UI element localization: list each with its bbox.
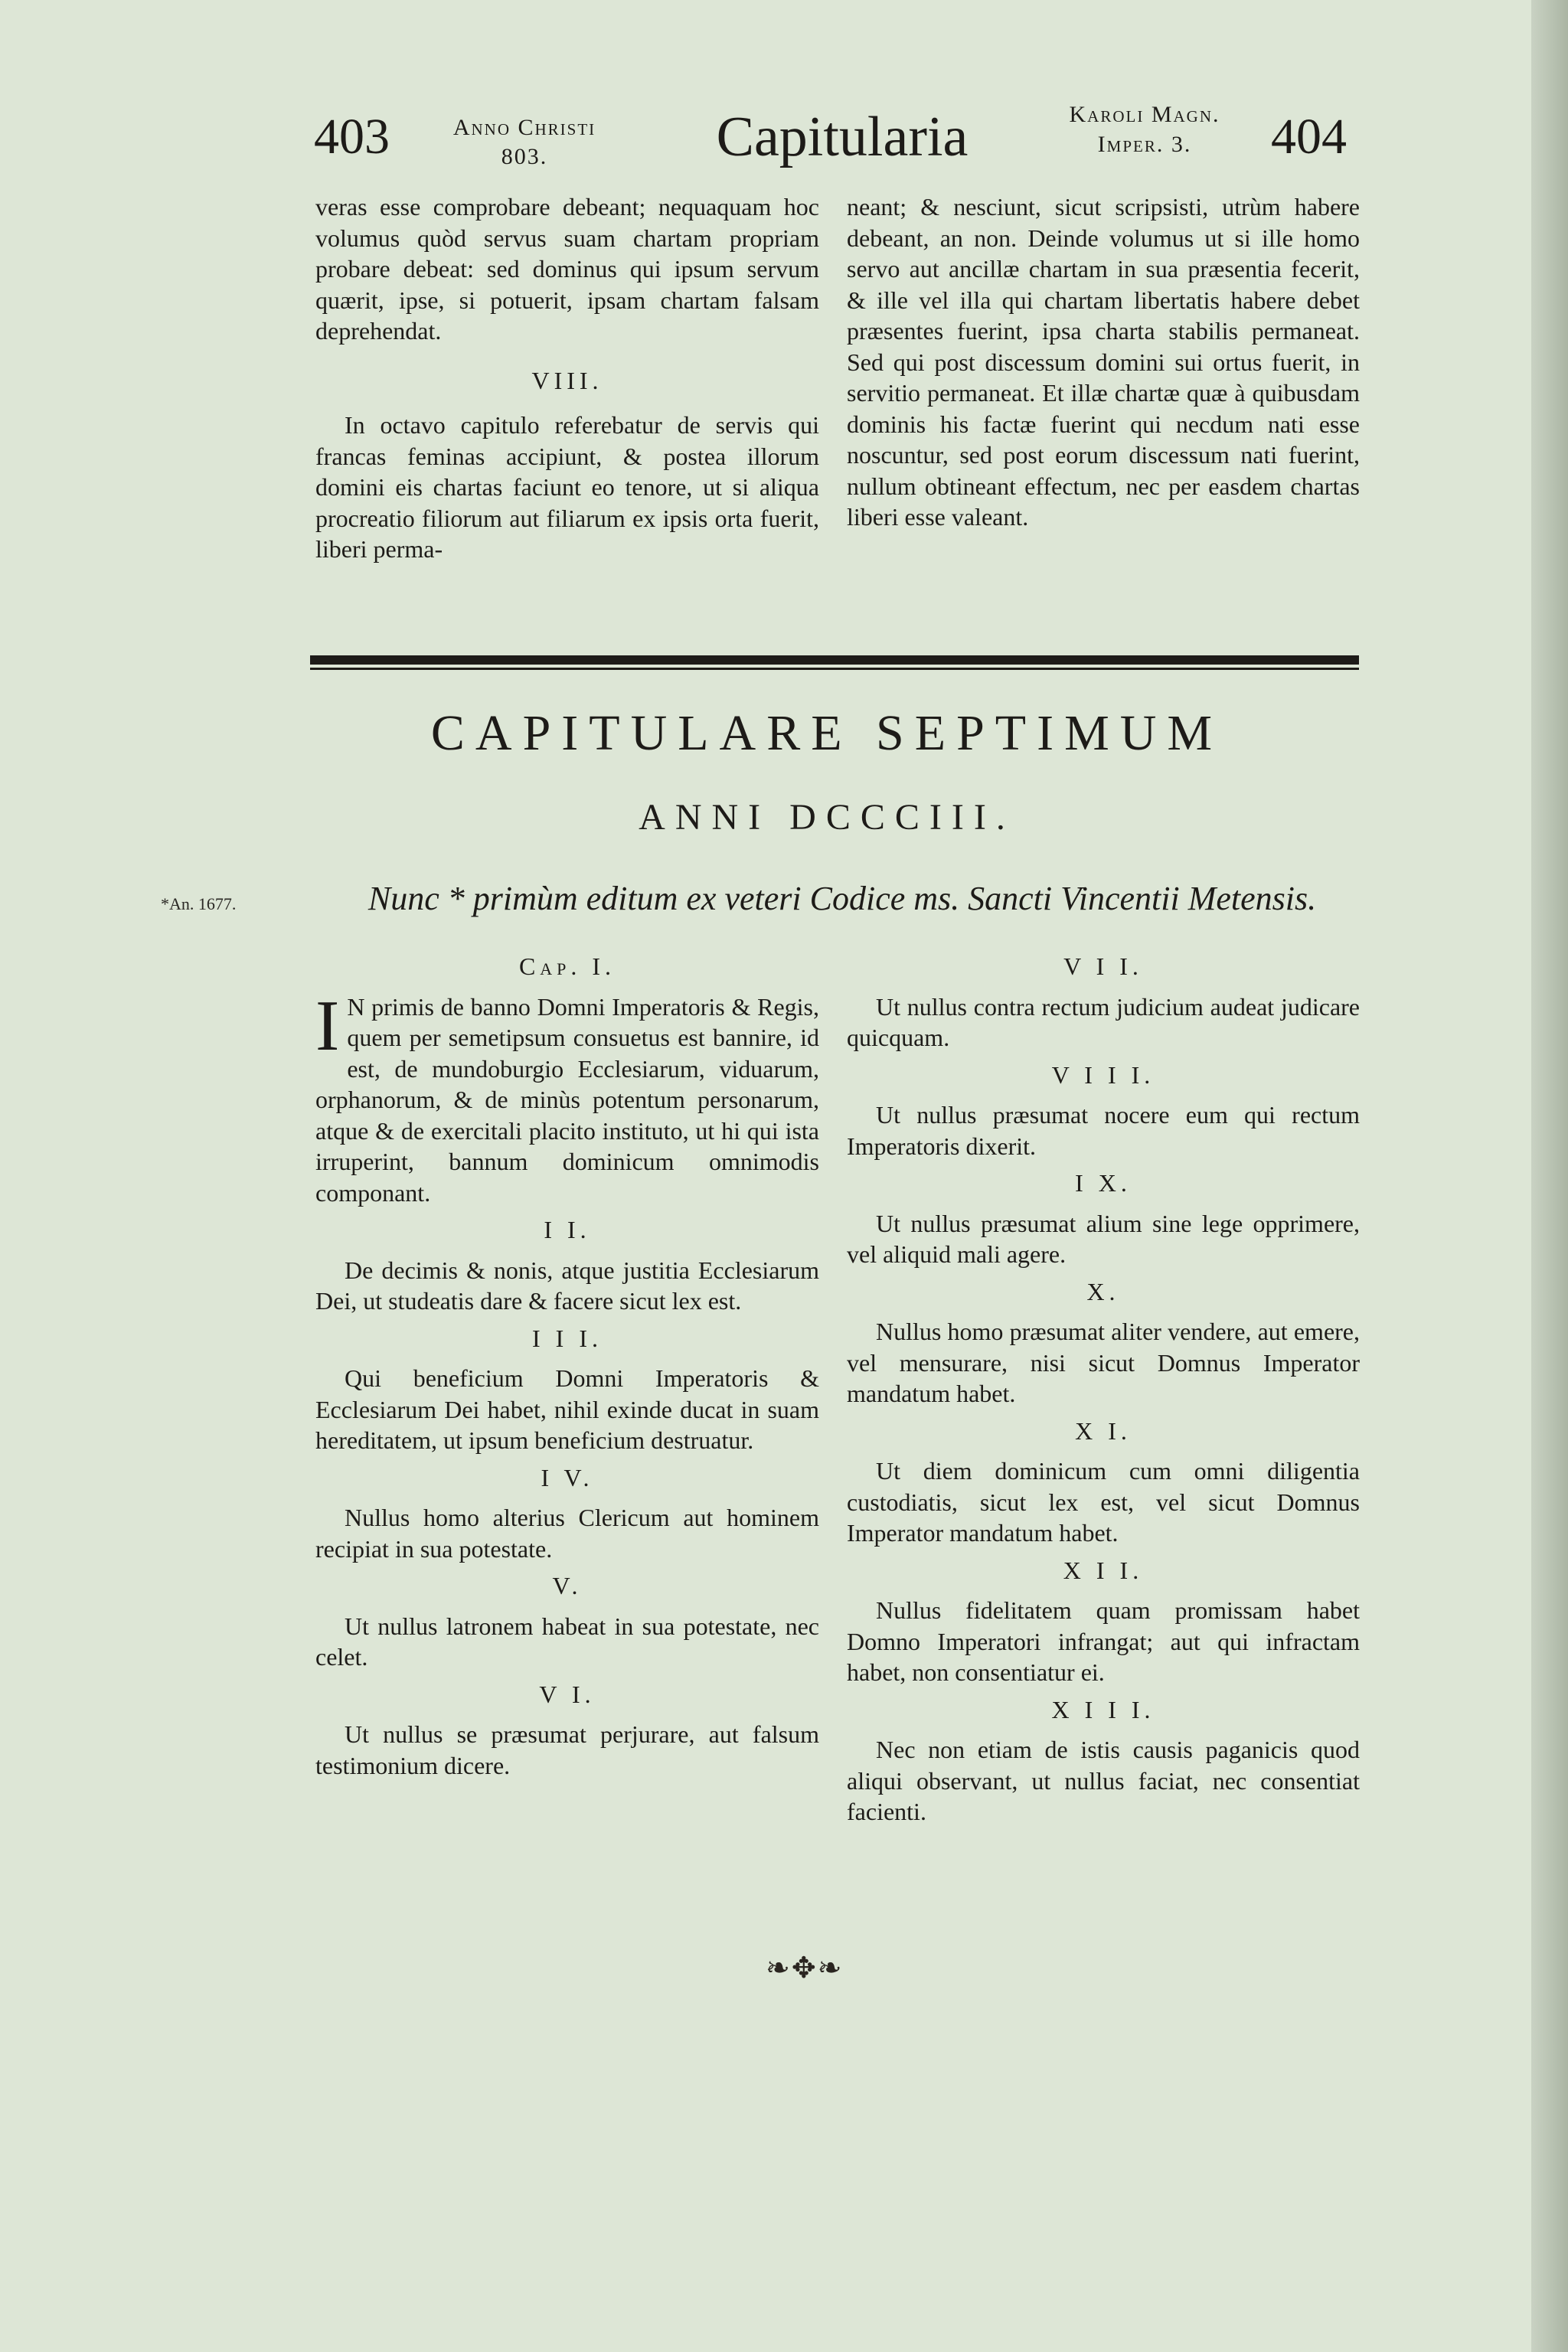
running-head-right [1034, 100, 1256, 159]
top-right-column [847, 191, 1360, 533]
chapter-text: Ut nullus contra rectum judicium audeat judicare quicquam. [847, 992, 1360, 1051]
top-left-paragraph-1: veras esse comprobare debeant; nequaquam hoc volumus quòd servus suam chartam propriam probare debeat: sed dominus qui ipsum servum quærit, ipse, si potuerit, ipsam chartam falsam deprehendat. [315, 193, 819, 345]
running-head-left-line2: 803. [501, 143, 548, 169]
chapter-heading: V I I I. [1051, 1060, 1155, 1089]
margin-note: *An. 1677. [161, 894, 237, 913]
top-left-paragraph-2: In octavo capitulo referebatur de servis qui francas feminas accipiunt, & postea illorum domini eis chartas faciunt eo tenore, ut si aliqua procreatio filiorum aut filiarum ex ipsis orta fuerit, liberi perma- [315, 411, 819, 563]
chapter-heading: I I. [544, 1216, 591, 1243]
facing-page-edge [1531, 0, 1568, 2352]
page-number-right: 404 [1271, 109, 1347, 165]
chapter-text: Nullus homo alterius Clericum aut hominem recipiat in sua potestate. [315, 1504, 819, 1563]
chapter-heading: V. [552, 1572, 583, 1599]
left-chapter-column [315, 951, 819, 1787]
chapter-block [847, 1168, 1360, 1270]
chapter-heading: I I I. [532, 1324, 603, 1352]
page-number-left: 403 [314, 109, 390, 165]
edition-note: Nunc * primùm editum ex veteri Codice ms. Sancti Vincentii Metensis. [368, 880, 1317, 917]
chapter-text: De decimis & nonis, atque justitia Ecclesiarum Dei, ut studeatis dare & facere sicut lex est. [315, 1256, 819, 1315]
running-head-right-line2: Imper. 3. [1097, 132, 1192, 157]
chapter-text: N primis de banno Domni Imperatoris & Regis, quem per semetipsum consuetus est bannire, id est, de mundoburgio Ecclesiarum, viduarum, orphanorum, & de minùs potentum personarum, atque & de exercitali placito instituto, ut hi qui ista irruperint, bannum dominicum omnimodis componant. [315, 992, 819, 1207]
chapter-block [315, 1570, 819, 1673]
chapter-text: Ut diem dominicum cum omni diligentia custodiatis, sicut lex est, vel sicut Domnus Imperator mandatum habet. [847, 1457, 1360, 1547]
top-right-paragraph: neant; & nesciunt, sicut scripsisti, utrùm habere debeant, an non. Deinde volumus ut si ille homo servo aut ancillæ chartam in sua præsentia fecerit, & ille vel illa qui chartam libertatis habere debet præsentes fuerint, ipsa charta stabilis permaneat. Sed qui post discessum domini sui ortus fuerit, in servitio permaneat. Et illæ chartæ quæ à quibusdam dominis his factæ fuerint qui necdum nati esse noscuntur, sed post eorum discessum nati fuerint, nullum obtineant effectum, nec per easdem chartas liberi esse valeant. [847, 193, 1360, 531]
chapter-heading: I V. [541, 1463, 594, 1491]
divider-rule-thin [310, 668, 1359, 670]
chapter-heading: X. [1086, 1277, 1120, 1305]
chapter-text: Qui beneficium Domni Imperatoris & Ecclesiarum Dei habet, nihil exinde ducat in suam hereditatem, ut ipsum beneficium destruatur. [315, 1364, 819, 1454]
drop-cap: I [315, 985, 340, 1066]
right-chapter-column [847, 951, 1360, 1834]
chapter-heading: I X. [1075, 1169, 1132, 1197]
chapter-text: Nec non etiam de istis causis paganicis quod aliqui observant, ut nullus faciat, nec consentiat facienti. [847, 1736, 1360, 1825]
chapter-text: Ut nullus præsumat nocere eum qui rectum Imperatoris dixerit. [847, 1101, 1360, 1160]
chapter-block [847, 1416, 1360, 1549]
chapter-text: Ut nullus se præsumat perjurare, aut falsum testimonium dicere. [315, 1720, 819, 1779]
chapter-text: Nullus homo præsumat aliter vendere, aut emere, vel mensurare, nisi sicut Domnus Imperator mandatum habet. [847, 1318, 1360, 1407]
chapter-block [315, 1462, 819, 1565]
chapter-block [847, 1276, 1360, 1410]
chapter-heading: Cap. I. [518, 952, 616, 980]
running-head-left [421, 113, 628, 171]
chapter-subtitle: ANNI DCCCIII. [639, 797, 1015, 838]
chapter-block [315, 1323, 819, 1456]
chapter-heading: X I I I. [1051, 1695, 1155, 1723]
chapter-heading: X I. [1075, 1416, 1132, 1445]
chapter-heading: V I I. [1063, 952, 1143, 980]
running-head-title: Capitularia [716, 106, 969, 168]
chapter-text: Ut nullus latronem habeat in sua potestate, nec celet. [315, 1612, 819, 1671]
chapter-block [847, 951, 1360, 1054]
chapter-block [315, 1214, 819, 1317]
chapter-block [847, 1694, 1360, 1828]
chapter-text: Ut nullus præsumat alium sine lege opprimere, vel aliquid mali agere. [847, 1209, 1360, 1268]
chapter-block [315, 1679, 819, 1782]
chapter-block [847, 1060, 1360, 1162]
chapter-block [847, 1555, 1360, 1688]
chapter-title: CAPITULARE SEPTIMUM [430, 705, 1223, 761]
chapter-heading: V I. [539, 1680, 596, 1708]
section-heading-viii: VIII. [531, 366, 603, 394]
divider-rule-thick [310, 655, 1359, 665]
chapter-text: Nullus fidelitatem quam promissam habet Domno Imperatori infrangat; aut qui infractam habet, non consentiatur ei. [847, 1596, 1360, 1686]
tailpiece-ornament: ❧✥❧ [766, 1952, 844, 1984]
chapter-block [315, 951, 819, 1208]
chapter-heading: X I I. [1063, 1556, 1144, 1584]
top-left-column [315, 191, 819, 565]
running-head-left-line1: Anno Christi [452, 115, 596, 140]
running-head-right-line1: Karoli Magn. [1069, 102, 1220, 127]
